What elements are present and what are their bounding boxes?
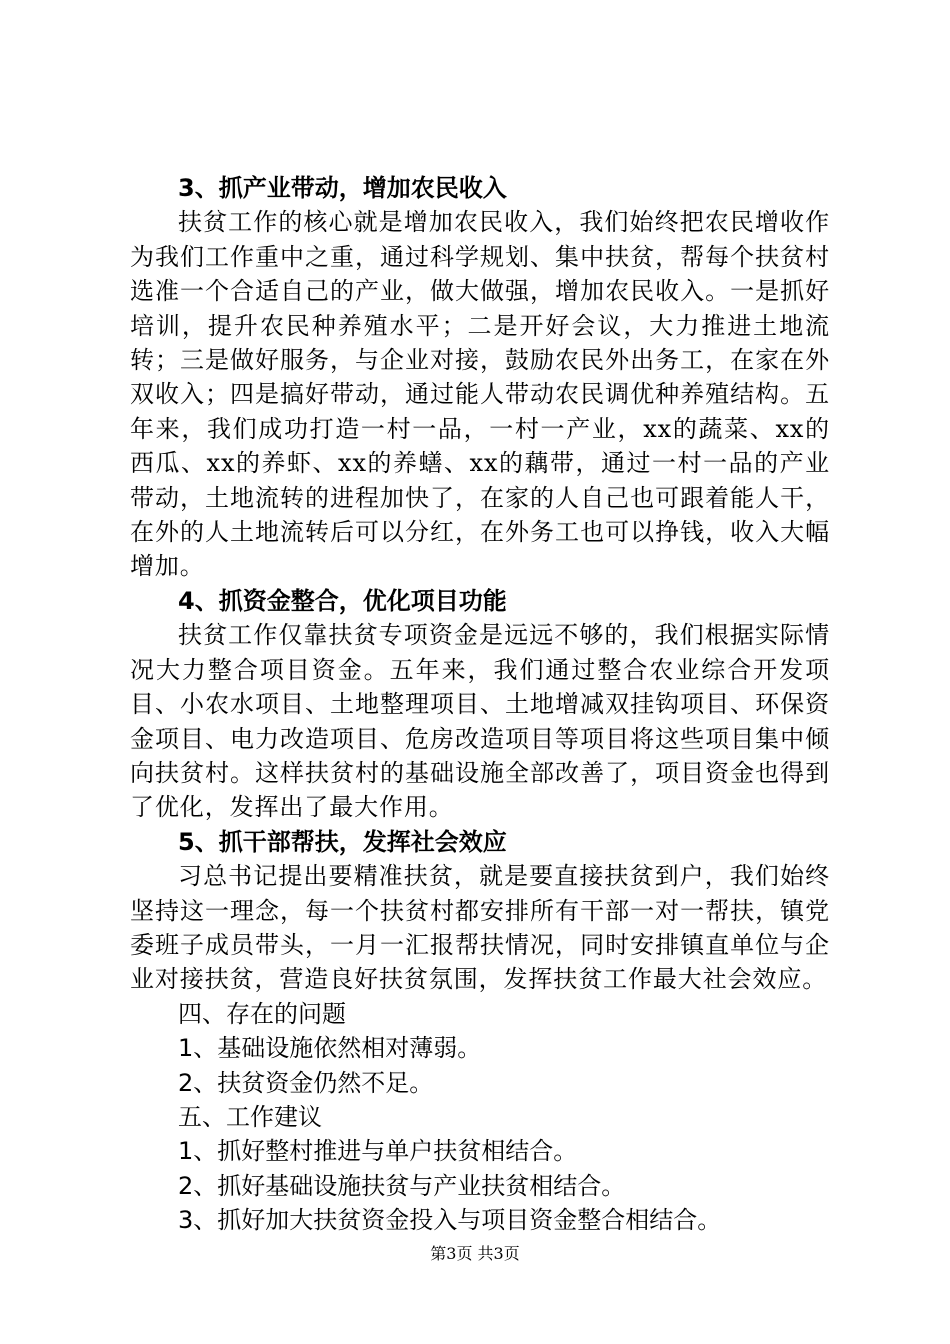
section-paragraph-industry: 扶贫工作的核心就是增加农民收入，我们始终把农民增收作为我们工作重中之重，通过科学规划、集中扶贫，帮每个扶贫村选准一个合适自己的产业，做大做强，增加农民收入。一是抓好培训，提升农民种养殖水平；二是开好会议，大力推进土地流转；三是做好服务，与企业对接，鼓励农民外出务工，在家在外双收入；四是搞好带动，通过能人带动农民调优种养殖结构。五年来，我们成功打造一村一品，一村一产业，xx的蔬菜、xx的西瓜、xx的养虾、xx的养蟮、xx的藕带，通过一村一品的产业带动，土地流转的进程加快了，在家的人自己也可跟着能人干，在外的人土地流转后可以分红，在外务工也可以挣钱，收入大幅增加。 — [130, 208, 830, 581]
suggestion-item: 1、抓好整村推进与单户扶贫相结合。 — [178, 1137, 578, 1166]
section-heading-funds: 4、抓资金整合，优化项目功能 — [178, 586, 507, 615]
section-heading-cadres: 5、抓干部帮扶，发挥社会效应 — [178, 827, 507, 856]
problems-title: 四、存在的问题 — [178, 999, 346, 1028]
section-heading-industry: 3、抓产业带动，增加农民收入 — [178, 174, 507, 202]
suggestion-item: 3、抓好加大扶贫资金投入与项目资金整合相结合。 — [178, 1206, 722, 1235]
suggestions-title: 五、工作建议 — [178, 1102, 322, 1131]
page-number-footer: 第3页 共3页 — [430, 1244, 520, 1263]
document-body — [130, 171, 830, 1238]
section-paragraph-cadres: 习总书记提出要精准扶贫，就是要直接扶贫到户，我们始终坚持这一理念，每一个扶贫村都安排所有干部一对一帮扶，镇党委班子成员带头，一月一汇报帮扶情况，同时安排镇直单位与企业对接扶贫，营造良好扶贫氛围，发挥扶贫工作最大社会效应。 — [130, 862, 830, 994]
suggestion-item: 2、抓好基础设施扶贫与产业扶贫相结合。 — [178, 1171, 626, 1200]
problem-item: 1、基础设施依然相对薄弱。 — [178, 1034, 482, 1063]
section-paragraph-funds: 扶贫工作仅靠扶贫专项资金是远远不够的，我们根据实际情况大力整合项目资金。五年来，我们通过整合农业综合开发项目、小农水项目、土地整理项目、土地增减双挂钩项目、环保资金项目、电力改造项目、危房改造项目等项目将这些项目集中倾向扶贫村。这样扶贫村的基础设施全部改善了，项目资金也得到了优化，发挥出了最大作用。 — [130, 621, 830, 822]
problem-item: 2、扶贫资金仍然不足。 — [178, 1068, 434, 1097]
